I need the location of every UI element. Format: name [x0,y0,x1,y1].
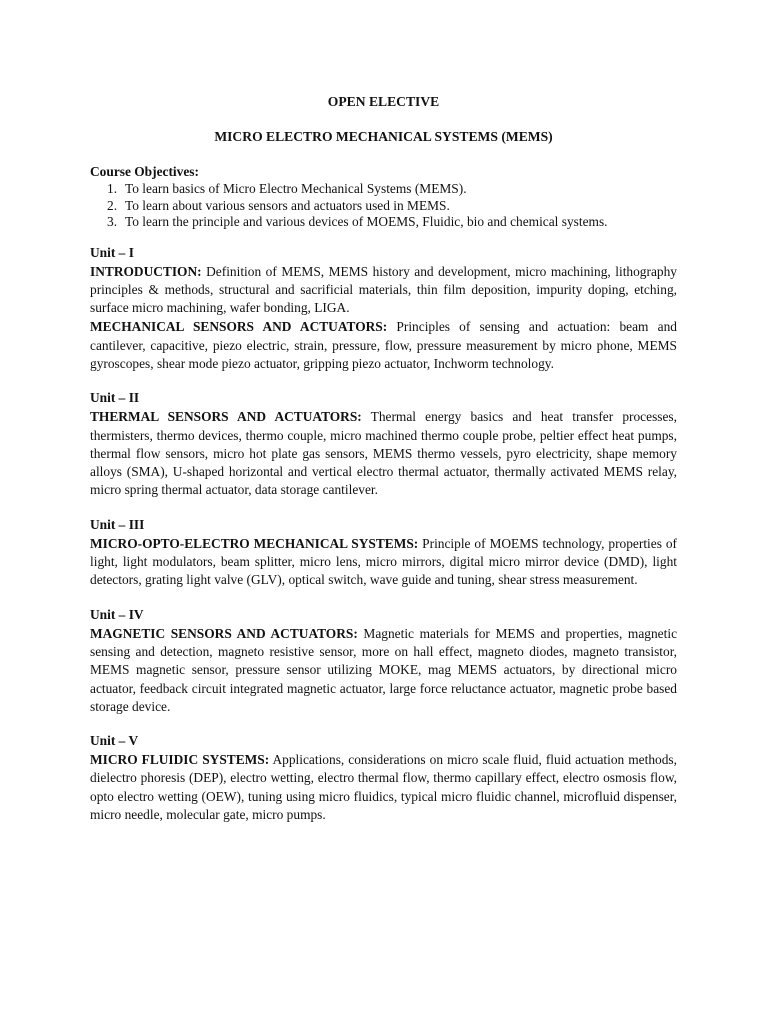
objective-item [90,181,677,198]
topic-label: MICRO FLUIDIC SYSTEMS: [90,752,270,768]
objective-text: To learn basics of Micro Electro Mechanical Systems (MEMS). [125,181,467,196]
objectives-list [90,181,677,231]
document-content [90,93,677,824]
topic-text: Principles of sensing and actuation: beam and cantilever, capacitive, piezo electric, strain, pressure, flow, pressure measurement by micro phone, MEMS gyroscopes, shear mode piezo actuator, gripping piezo actuator, Inchworm technology. [90,319,677,371]
objective-text: To learn about various sensors and actuators used in MEMS. [125,197,450,213]
unit-2-heading: Unit – II [90,390,140,406]
topic-text: Applications, considerations on micro scale fluid, fluid actuation methods, dielectro phoresis (DEP), electro wetting, electro thermal flow, thermo capillary effect, electro osmosis flow, opto electro wetting (OEW), tuning using micro fluidics, typical micro fluidic channel, microfluid dispenser, micro needle, molecular gate, micro pumps. [90,752,677,823]
topic-label: MECHANICAL SENSORS AND ACTUATORS: [90,319,388,335]
document-title: OPEN ELECTIVE [327,94,440,109]
course-title: MICRO ELECTRO MECHANICAL SYSTEMS (MEMS) [214,129,553,144]
objective-number: 3. [107,214,118,229]
unit-3-paragraph-1 [90,535,677,590]
unit-4-paragraph-1 [90,625,677,716]
objective-text: To learn the principle and various devices of MOEMS, Fluidic, bio and chemical systems. [125,214,608,229]
objective-number: 1. [107,181,118,196]
topic-label: MAGNETIC SENSORS AND ACTUATORS: [90,625,358,641]
objective-number: 2. [107,197,118,213]
topic-text: Thermal energy basics and heat transfer processes, thermisters, thermo devices, thermo couple, micro machined thermo couple probe, peltier effect heat pumps, thermal flow sensors, micro hot plate gas sensors, MEMS thermo vessels, pyro electricity, shape memory alloys (SMA), U-shaped horizontal and vertical electro thermal actuator, thermally activated MEMS relay, micro spring thermal actuator, data storage cantilever. [90,409,677,498]
unit-5-paragraph-1 [90,751,677,824]
topic-label: INTRODUCTION: [90,263,202,279]
unit-4-heading: Unit – IV [90,606,144,622]
unit-1-heading: Unit – I [90,244,134,260]
topic-text: Definition of MEMS, MEMS history and development, micro machining, lithography principles & methods, structural and sacrificial materials, thin film deposition, impurity doping, etching, surface micro machining, wafer bonding, LIGA. [90,263,677,316]
topic-label: THERMAL SENSORS AND ACTUATORS: [90,409,362,425]
unit-1-paragraph-2 [90,318,677,373]
unit-1-paragraph-1 [90,263,677,318]
unit-2-paragraph-1 [90,408,677,499]
objectives-heading: Course Objectives: [90,164,199,179]
topic-text: Magnetic materials for MEMS and properties, magnetic sensing and detection, magneto resistive sensor, more on hall effect, magneto diodes, magneto transistor, MEMS magnetic sensor, pressure sensor utilizing MOKE, mag MEMS actuators, by directional micro actuator, feedback circuit integrated magnetic actuator, large force reluctance actuator, magnetic probe based storage device. [90,625,678,714]
topic-label: MICRO-OPTO-ELECTRO MECHANICAL SYSTEMS: [90,535,419,551]
topic-text: Principle of MOEMS technology, properties of light, light modulators, beam splitter, micro lens, micro mirrors, digital micro mirror device (DMD), light detectors, grating light valve (GLV), optical switch, wave guide and tuning, shear stress measurement. [90,535,677,588]
objective-item [90,214,677,231]
objective-item [90,198,677,215]
unit-3-heading: Unit – III [90,516,145,532]
unit-5-heading: Unit – V [90,733,139,749]
